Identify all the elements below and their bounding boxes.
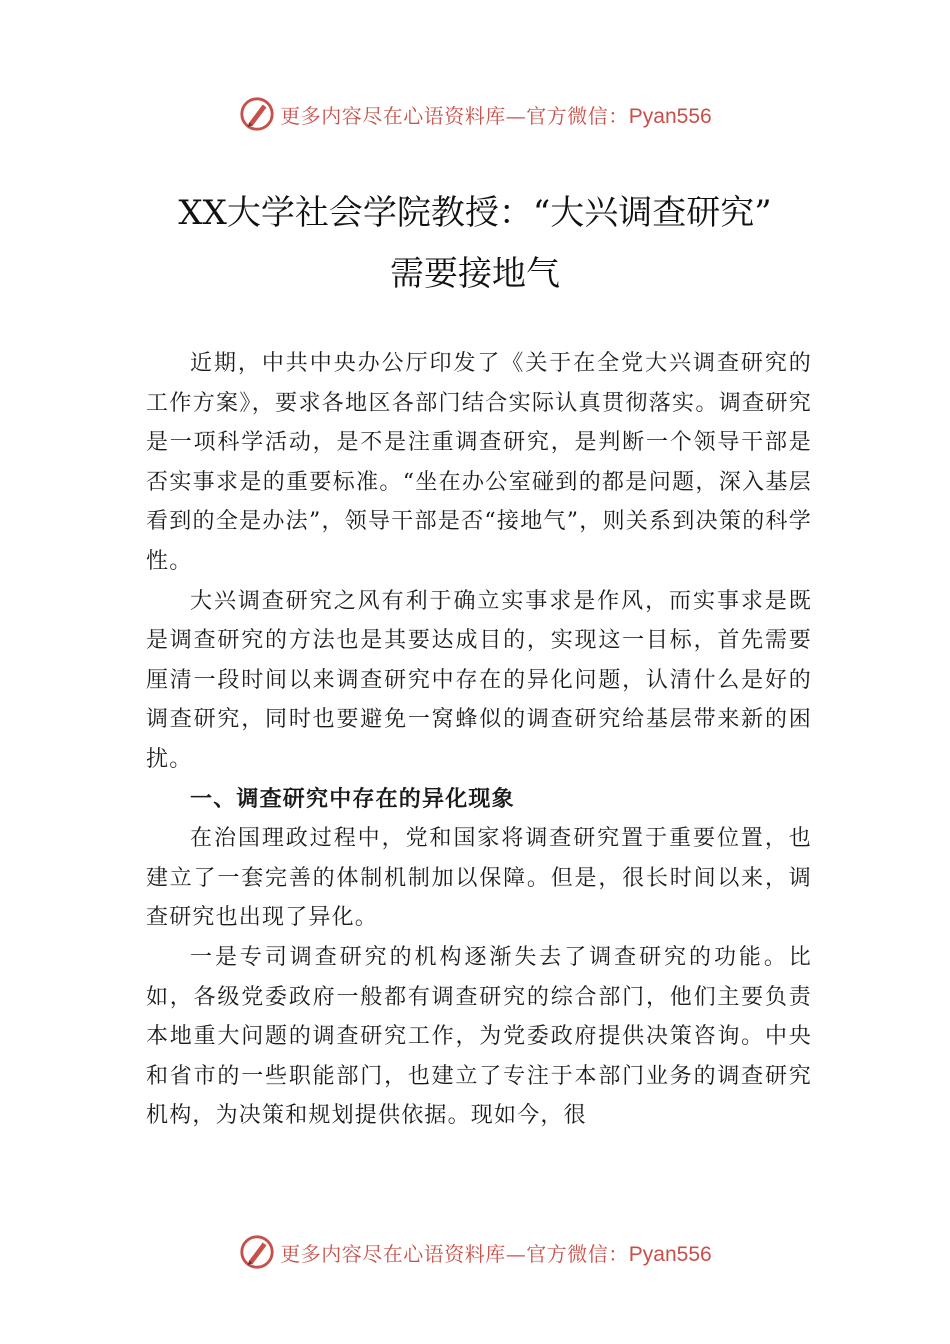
watermark-text: 更多内容尽在心语资料库—官方微信： [280, 103, 629, 128]
document-body [146, 344, 812, 1136]
section-heading: 一、调查研究中存在的异化现象 [190, 786, 515, 812]
document-title-line-1: XX大学社会学院教授：“大兴调查研究” [178, 193, 772, 233]
paragraph: 近期，中共中央办公厅印发了《关于在全党大兴调查研究的工作方案》，要求各地区各部门结合实际认真贯彻落实。调查研究是一项科学活动，是不是注重调查研究，是判断一个领导干部是否实事求是的重要标准。“坐在办公室碰到的都是问题，深入基层看到的全是办法”，领导干部是否“接地气”，则关系到决策的科学性。 [146, 351, 812, 574]
paragraph: 一是专司调查研究的机构逐渐失去了调查研究的功能。比如，各级党委政府一般都有调查研究的综合部门，他们主要负责本地重大问题的调查研究工作，为党委政府提供决策咨询。中央和省市的一些职能部门，也建立了专注于本部门业务的调查研究机构，为决策和规划提供依据。现如今，很 [146, 944, 812, 1129]
watermark-account: Pyan556 [628, 1242, 712, 1266]
watermark-banner-top [0, 94, 950, 134]
watermark-banner-bottom [0, 1232, 950, 1272]
watermark-text: 更多内容尽在心语资料库—官方微信： [280, 1241, 629, 1266]
watermark-account: Pyan556 [628, 104, 712, 128]
paragraph: 在治国理政过程中，党和国家将调查研究置于重要位置，也建立了一套完善的体制机制加以保障。但是，很长时间以来，调查研究也出现了异化。 [146, 826, 812, 931]
pen-logo-icon [238, 1233, 276, 1271]
paragraph: 大兴调查研究之风有利于确立实事求是作风，而实事求是既是调查研究的方法也是其要达成目的，实现这一目标，首先需要厘清一段时间以来调查研究中存在的异化问题，认清什么是好的调查研究，同时也要避免一窝蜂似的调查研究给基层带来新的困扰。 [146, 588, 812, 772]
document-title-line-2: 需要接地气 [390, 254, 560, 294]
pen-logo-icon [238, 95, 276, 133]
